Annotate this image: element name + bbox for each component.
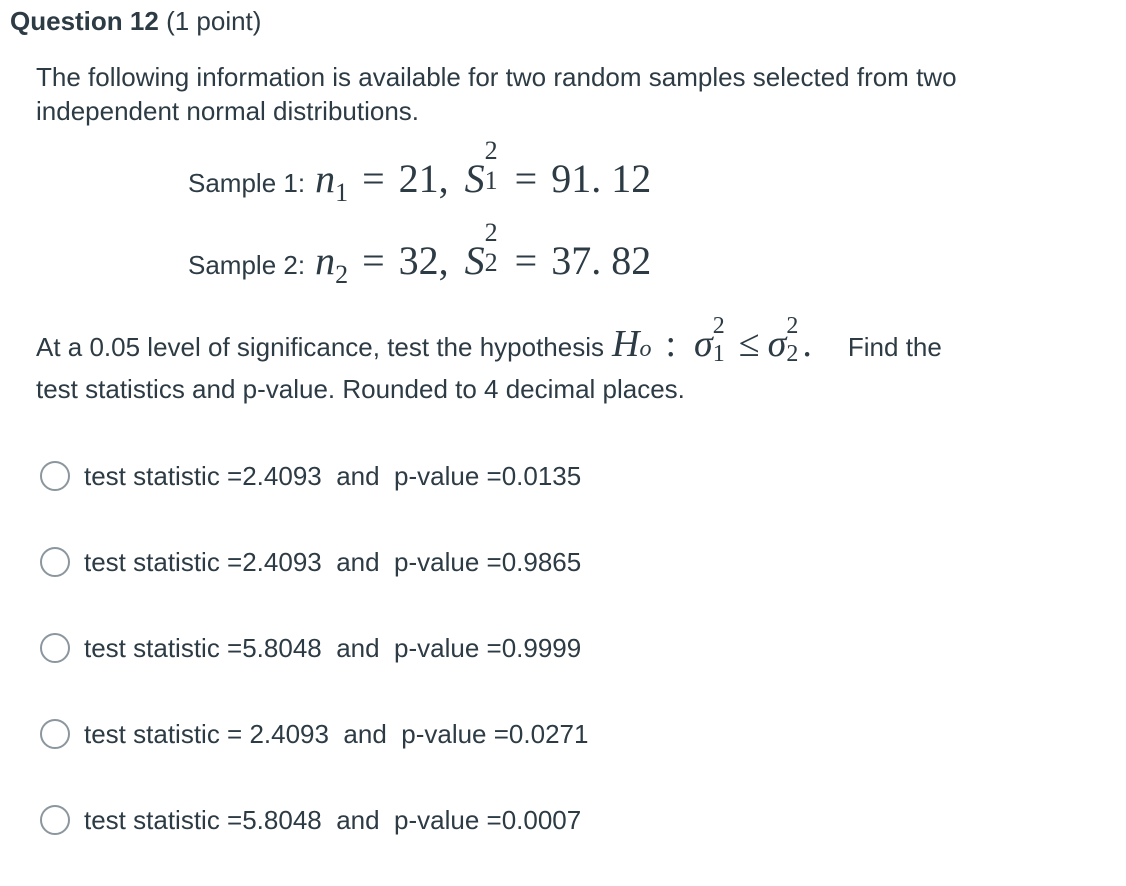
- answer-label: test statistic =2.4093 and p-value =0.9865: [84, 546, 582, 577]
- hypothesis-formula: [612, 313, 812, 371]
- sample-1-n-value: 21,: [398, 156, 449, 201]
- sample-1-s-sub: 1: [484, 166, 498, 195]
- radio-button[interactable]: [40, 461, 70, 491]
- sample-2-n-var: n: [315, 238, 336, 283]
- hypothesis-sigma-2: σ: [767, 323, 787, 365]
- sample-1-line: [188, 136, 652, 207]
- hypothesis-sub-1: 1: [712, 341, 725, 367]
- hypothesis-h-sub: o: [639, 336, 652, 362]
- hypothesis-h: H: [612, 323, 640, 365]
- hypothesis-text: [36, 313, 1096, 411]
- hypothesis-prefix: At a 0.05 level of significance, test the hypothesis: [36, 332, 605, 362]
- sample-1-n-var: n: [315, 156, 336, 201]
- sample-2-formula: $n_2 = 32$, S 2 2 = 37. 82: [315, 218, 652, 289]
- hypothesis-line2: test statistics and p-value. Rounded to 4 decimal places.: [36, 374, 685, 404]
- hypothesis-colon: :: [665, 323, 677, 365]
- sample-1-n-sub: 1: [335, 178, 349, 207]
- sample-2-label: Sample 2:: [188, 250, 306, 280]
- radio-button[interactable]: [40, 719, 70, 749]
- answer-label: test statistic =2.4093 and p-value =0.0135: [84, 460, 582, 491]
- sample-2-s-value: 37. 82: [551, 238, 652, 283]
- hypothesis-sub-2: 2: [786, 341, 799, 367]
- sample-2-s-sup: 2: [484, 218, 498, 247]
- hypothesis-find: Find the: [847, 332, 942, 362]
- sample-2-s-sub: 2: [484, 248, 498, 277]
- answer-option-5[interactable]: [40, 800, 588, 840]
- sample-1-s-sup: 2: [484, 136, 498, 165]
- hypothesis-sup-2: 2: [786, 313, 799, 339]
- sample-1-s-value: 91. 12: [551, 156, 652, 201]
- sample-1-label: Sample 1:: [188, 168, 306, 198]
- sample-1-formula: $n_1 = 21$, S 2 1 = 91. 12: [315, 136, 652, 207]
- answer-label: test statistic = 2.4093 and p-value =0.0271: [84, 718, 589, 749]
- answer-option-2[interactable]: [40, 542, 588, 582]
- radio-button[interactable]: [40, 633, 70, 663]
- sample-2-n-sub: 2: [335, 260, 349, 289]
- answer-label: test statistic =5.8048 and p-value =0.0007: [84, 804, 582, 835]
- question-points: (1 point): [166, 6, 262, 36]
- question-intro: The following information is available for two random samples selected from two independent normal distributions.: [36, 62, 957, 126]
- hypothesis-sigma-1: σ: [694, 323, 713, 365]
- radio-button[interactable]: [40, 547, 70, 577]
- radio-button[interactable]: [40, 805, 70, 835]
- answer-label: test statistic =5.8048 and p-value =0.9999: [84, 632, 582, 663]
- answer-option-3[interactable]: [40, 628, 588, 668]
- answer-list: [40, 456, 588, 886]
- hypothesis-sup-1: 2: [712, 313, 725, 339]
- hypothesis-period: .: [802, 323, 812, 365]
- sample-1-s-var: S: [464, 156, 485, 201]
- sample-2-s-var: S: [464, 238, 485, 283]
- hypothesis-le: ≤: [738, 323, 760, 365]
- question-header: [10, 4, 261, 38]
- sample-2-n-value: 32,: [398, 238, 449, 283]
- answer-option-4[interactable]: [40, 714, 588, 754]
- question-title: Question 12: [10, 6, 159, 36]
- sample-2-line: [188, 218, 652, 289]
- answer-option-1[interactable]: [40, 456, 588, 496]
